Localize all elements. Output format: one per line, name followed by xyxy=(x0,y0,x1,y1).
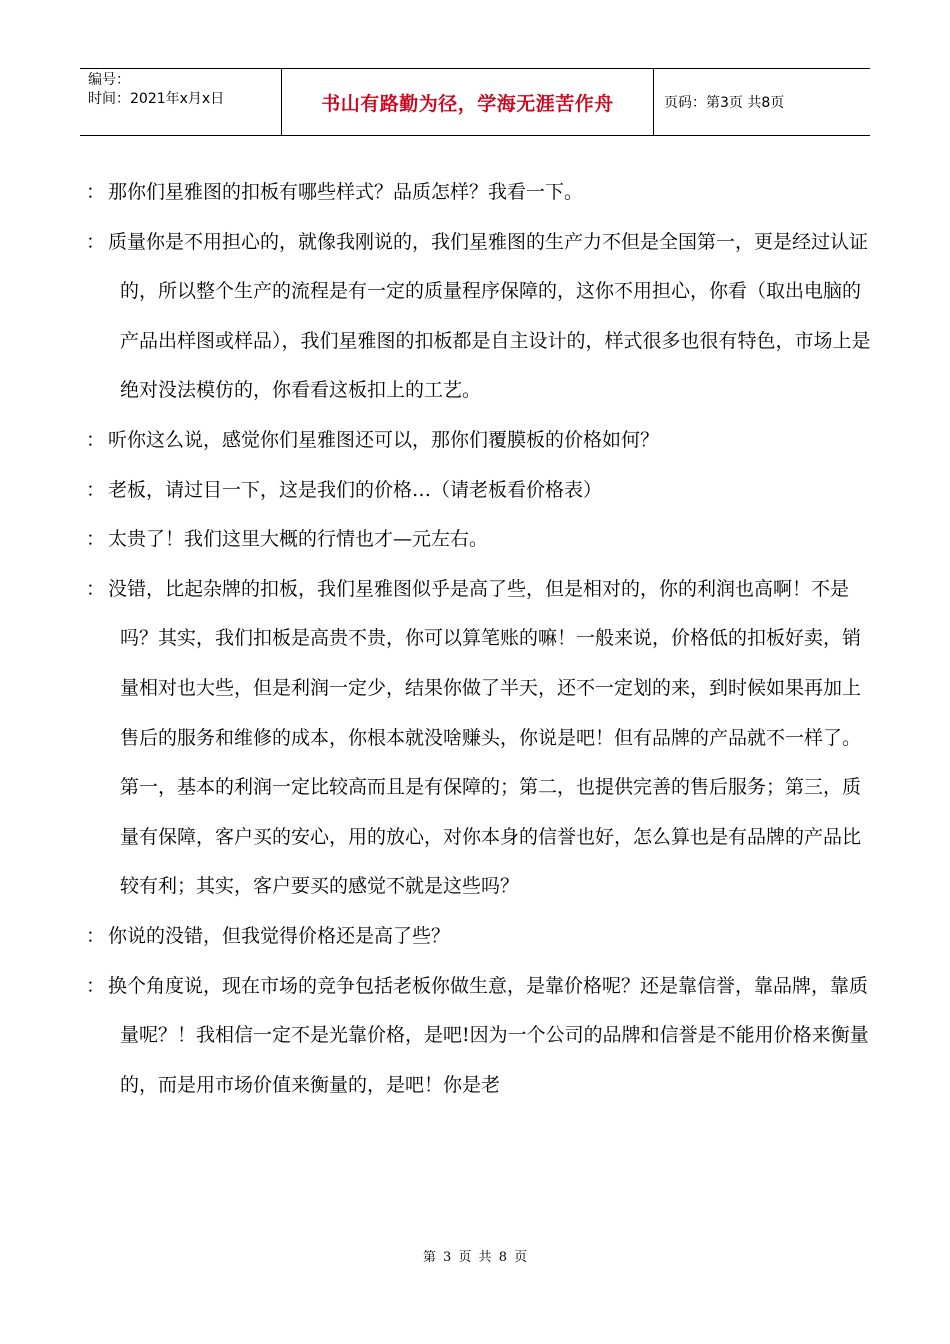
dialogue-paragraph xyxy=(86,416,876,466)
dialogue-paragraph xyxy=(86,912,876,962)
dialogue-paragraph xyxy=(86,168,876,218)
paragraph-text: 没错，比起杂牌的扣板，我们星雅图似乎是高了些，但是相对的，你的利润也高啊！不是吗？其实，我们扣板是高贵不贵，你可以算笔账的嘛！一般来说，价格低的扣板好卖，销量相对也大些，但是利润一定少，结果你做了半天，还不一定划的来，到时候如果再加上售后的服务和维修的成本，你根本就没啥赚头，你说是吧！但有品牌的产品就不一样了。第一，基本的利润一定比较高而且是有保障的；第二，也提供完善的售后服务；第三，质量有保障，客户买的安心，用的放心，对你本身的信誉也好，怎么算也是有品牌的产品比较有利；其实，客户要买的感觉不就是这些吗？ xyxy=(108,577,862,898)
dialogue-paragraph xyxy=(86,466,876,516)
paragraph-text: 那你们星雅图的扣板有哪些样式？品质怎样？我看一下。 xyxy=(108,181,584,203)
dialogue-paragraph xyxy=(86,515,876,565)
speaker-colon: ： xyxy=(86,181,106,203)
header-motto: 书山有路勤为径，学海无涯苦作舟 xyxy=(282,69,654,135)
speaker-colon: ： xyxy=(86,230,106,253)
dialogue-paragraph xyxy=(86,218,876,416)
speaker-colon: ： xyxy=(86,924,106,947)
speaker-colon: ： xyxy=(86,528,106,551)
dialogue-paragraph xyxy=(86,962,876,1111)
speaker-colon: ： xyxy=(86,974,106,997)
paragraph-text: 质量你是不用担心的，就像我刚说的，我们星雅图的生产力不但是全国第一，更是经过认证的，所以整个生产的流程是有一定的质量程序保障的，这你不用担心，你看（取出电脑的产品出样图或样品），我们星雅图的扣板都是自主设计的，样式很多也很有特色，市场上是绝对没法模仿的，你看看这板扣上的工艺。 xyxy=(108,230,871,402)
header-page-label: 页码：第3页 共8页 xyxy=(664,95,785,111)
paragraph-text: 太贵了！我们这里大概的行情也才—元左右。 xyxy=(108,528,489,551)
header-meta xyxy=(80,69,282,135)
speaker-colon: ： xyxy=(86,428,106,451)
paragraph-text: 老板，请过目一下，这是我们的价格…（请老板看价格表） xyxy=(108,478,603,501)
dialogue-paragraph xyxy=(86,565,876,912)
number-label: 编号： xyxy=(88,72,130,88)
paragraph-text: 听你这么说，感觉你们星雅图还可以，那你们覆膜板的价格如何？ xyxy=(108,428,660,451)
speaker-colon: ： xyxy=(86,478,106,501)
page-header xyxy=(80,68,870,136)
paragraph-text: 你说的没错，但我觉得价格还是高了些？ xyxy=(108,924,451,947)
document-body xyxy=(86,168,876,1110)
time-label: 时间：2021年x月x日 xyxy=(88,91,225,107)
paragraph-text: 换个角度说，现在市场的竞争包括老板你做生意，是靠价格呢？还是靠信誉，靠品牌，靠质量呢？！我相信一定不是光靠价格，是吧!因为一个公司的品牌和信誉是不能用价格来衡量的，而是用市场价值来衡量的，是吧！你是老 xyxy=(108,974,869,1096)
speaker-colon: ： xyxy=(86,577,106,600)
page-footer: 第 3 页 共 8 页 xyxy=(422,1250,528,1265)
